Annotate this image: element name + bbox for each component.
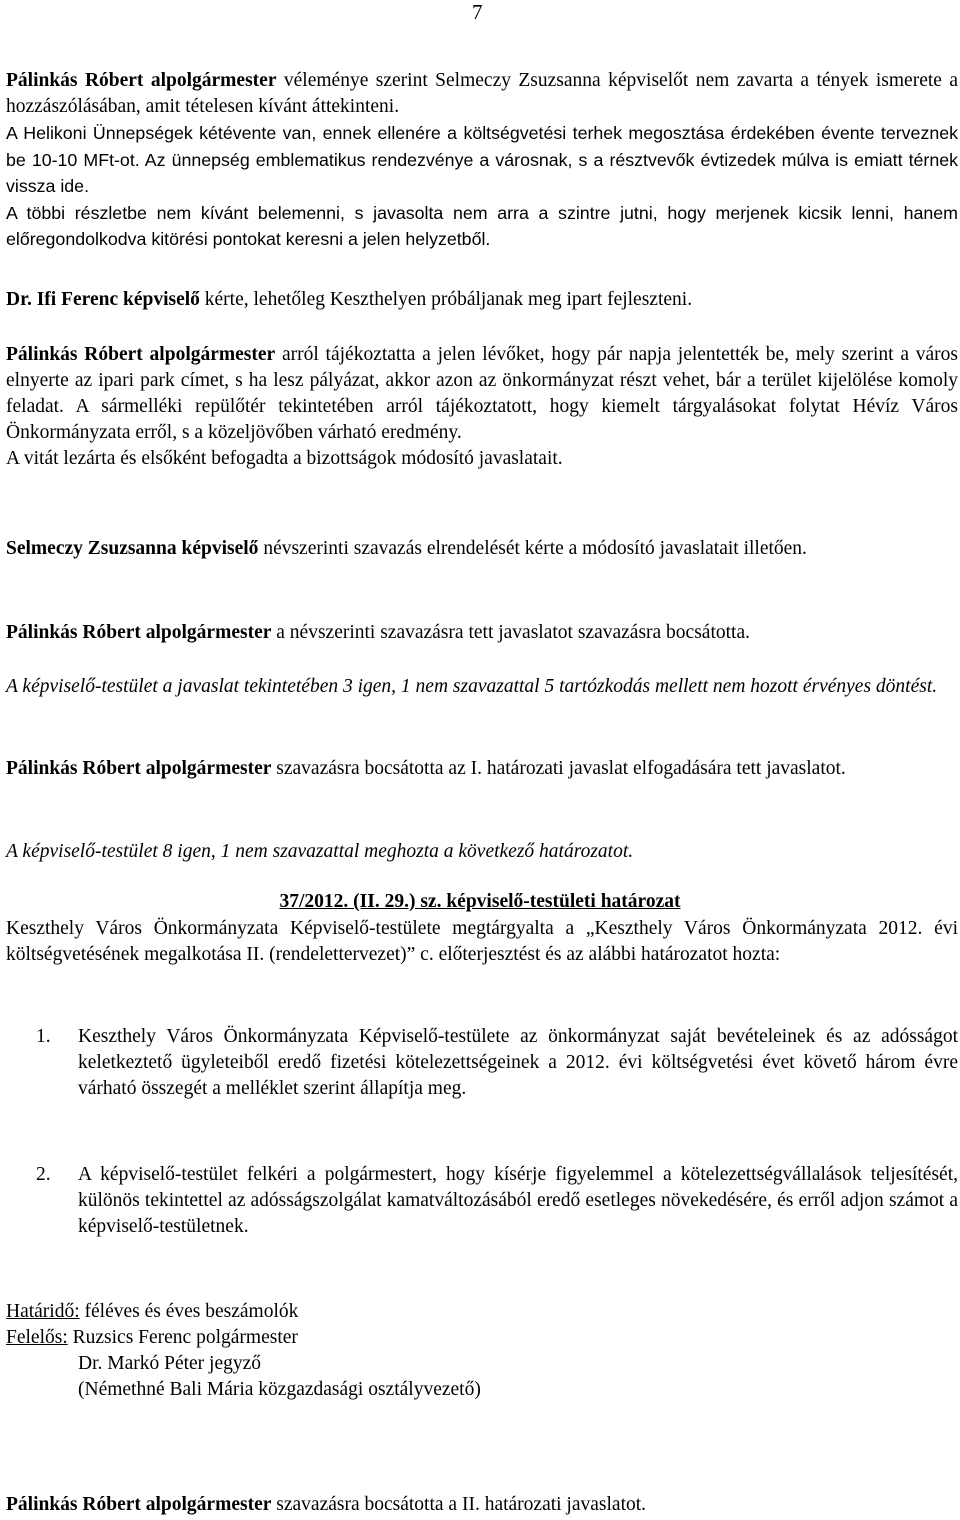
resolution-list xyxy=(6,1024,958,1102)
paragraph-text: A többi részletbe nem kívánt belemenni, s javasolta nem arra a szintre jutni, hogy merjenek kicsik lenni, hanem előregondolkodva kitörési pontokat keresni a jelen helyzetből. xyxy=(6,202,958,249)
list-item-text: Keszthely Város Önkormányzata Képviselő-testülete az önkormányzat saját bevételeinek és az adósságot keletkeztető ügyleteiből eredő fizetési kötelezettségeinek a 2012. évi költségvetési évet követő három évre várható összegét a melléklet szerint állapítja meg. xyxy=(78,1026,958,1099)
vote-result-2 xyxy=(6,839,958,865)
resolution-list xyxy=(6,1162,958,1240)
paragraph-text: A képviselő-testület a javaslat tekintetében 3 igen, 1 nem szavazattal 5 tartózkodás mellett nem hozott érvényes döntést. xyxy=(6,676,938,697)
paragraph-1 xyxy=(6,68,958,253)
vote-result-1 xyxy=(6,674,958,700)
resolution-title xyxy=(0,889,960,915)
speaker-name: Pálinkás Róbert alpolgármester xyxy=(6,622,272,643)
paragraph-text: A képviselő-testület 8 igen, 1 nem szavazattal meghozta a következő határozatot. xyxy=(6,841,634,862)
page-number: 7 xyxy=(472,0,483,24)
deadline-line xyxy=(6,1299,481,1325)
speaker-name: Pálinkás Róbert alpolgármester xyxy=(6,1494,272,1515)
deadline-label: Határidő: xyxy=(6,1301,80,1322)
speaker-name: Dr. Ifi Ferenc képviselő xyxy=(6,289,200,310)
speaker-name: Pálinkás Róbert alpolgármester xyxy=(6,758,272,779)
resolution-meta xyxy=(6,1299,481,1403)
speaker-name: Pálinkás Róbert alpolgármester xyxy=(6,70,277,91)
paragraph-3 xyxy=(6,342,958,472)
deadline-value: féléves és éves beszámolók xyxy=(79,1301,299,1322)
responsible-line-3: (Némethné Bali Mária közgazdasági osztályvezető) xyxy=(78,1379,481,1400)
resolution-title-text: 37/2012. (II. 29.) sz. képviselő-testületi határozat xyxy=(279,891,681,912)
paragraph-5 xyxy=(6,620,958,646)
list-item xyxy=(6,1162,958,1240)
paragraph-2 xyxy=(6,287,958,313)
paragraph-text: A Helikoni Ünnepségek kétévente van, ennek ellenére a költségvetési terhek megosztása érdekében évente terveznek be 10-10 MFt-ot. Az ünnepség emblematikus rendezvénye a városnak, s a résztvevők évtizedek múlva is emiatt térnek vissza ide. xyxy=(6,123,958,196)
paragraph-text: szavazásra bocsátotta az I. határozati javaslat elfogadására tett javaslatot. xyxy=(271,758,846,779)
responsible-label: Felelős: xyxy=(6,1327,68,1348)
responsible-line xyxy=(6,1325,481,1351)
paragraph-text: a névszerinti szavazásra tett javaslatot szavazásra bocsátotta. xyxy=(271,622,750,643)
list-number: 1. xyxy=(36,1026,51,1047)
speaker-name: Pálinkás Róbert alpolgármester xyxy=(6,344,276,365)
speaker-name: Selmeczy Zsuzsanna képviselő xyxy=(6,538,259,559)
paragraph-9 xyxy=(6,1492,958,1518)
list-number: 2. xyxy=(36,1164,51,1185)
responsible-line-2: Dr. Markó Péter jegyző xyxy=(78,1353,262,1374)
list-item xyxy=(6,1024,958,1102)
list-item-text: A képviselő-testület felkéri a polgármestert, hogy kísérje figyelemmel a kötelezettségvállalások teljesítését, különös tekintettel az adósságszolgálat kamatváltozásából eredő esetleges növekedésére, és erről adjon számot a képviselő-testületnek. xyxy=(78,1164,958,1237)
paragraph-text: kérte, lehetőleg Keszthelyen próbáljanak meg ipart fejleszteni. xyxy=(199,289,693,310)
paragraph-text: véleménye szerint Selmeczy Zsuzsanna képviselőt nem zavarta a tények ismerete a hozzászólásában, amit tételesen kívánt áttekinteni. xyxy=(6,70,958,117)
paragraph-7 xyxy=(6,756,958,782)
resolution-intro: Keszthely Város Önkormányzata Képviselő-testülete megtárgyalta a „Keszthely Város Önkormányzata 2012. évi költségvetésének megalkotása II. (rendelettervezet)” c. előterjesztést és az alábbi határozatot hozta: xyxy=(6,918,958,965)
paragraph-4 xyxy=(6,536,958,562)
paragraph-text: arról tájékoztatta a jelen lévőket, hogy pár napja jelentették be, mely szerint a város elnyerte az ipari park címet, s ha lesz pályázat, akkor azon az önkormányzat részt vehet, bár a terület kijelölése komoly feladat. A sármelléki repülőtér tekintetében arról tájékoztatott, hogy kiemelt tárgyalásokat folytat Hévíz Város Önkormányzata erről, s a közeljövőben várható eredmény. xyxy=(6,344,958,443)
responsible-value: Ruzsics Ferenc polgármester xyxy=(67,1327,298,1348)
paragraph-text: A vitát lezárta és elsőként befogadta a bizottságok módosító javaslatait. xyxy=(6,448,563,469)
paragraph-text: szavazásra bocsátotta a II. határozati javaslatot. xyxy=(271,1494,647,1515)
paragraph-text: névszerinti szavazás elrendelését kérte a módosító javaslatait illetően. xyxy=(258,538,807,559)
